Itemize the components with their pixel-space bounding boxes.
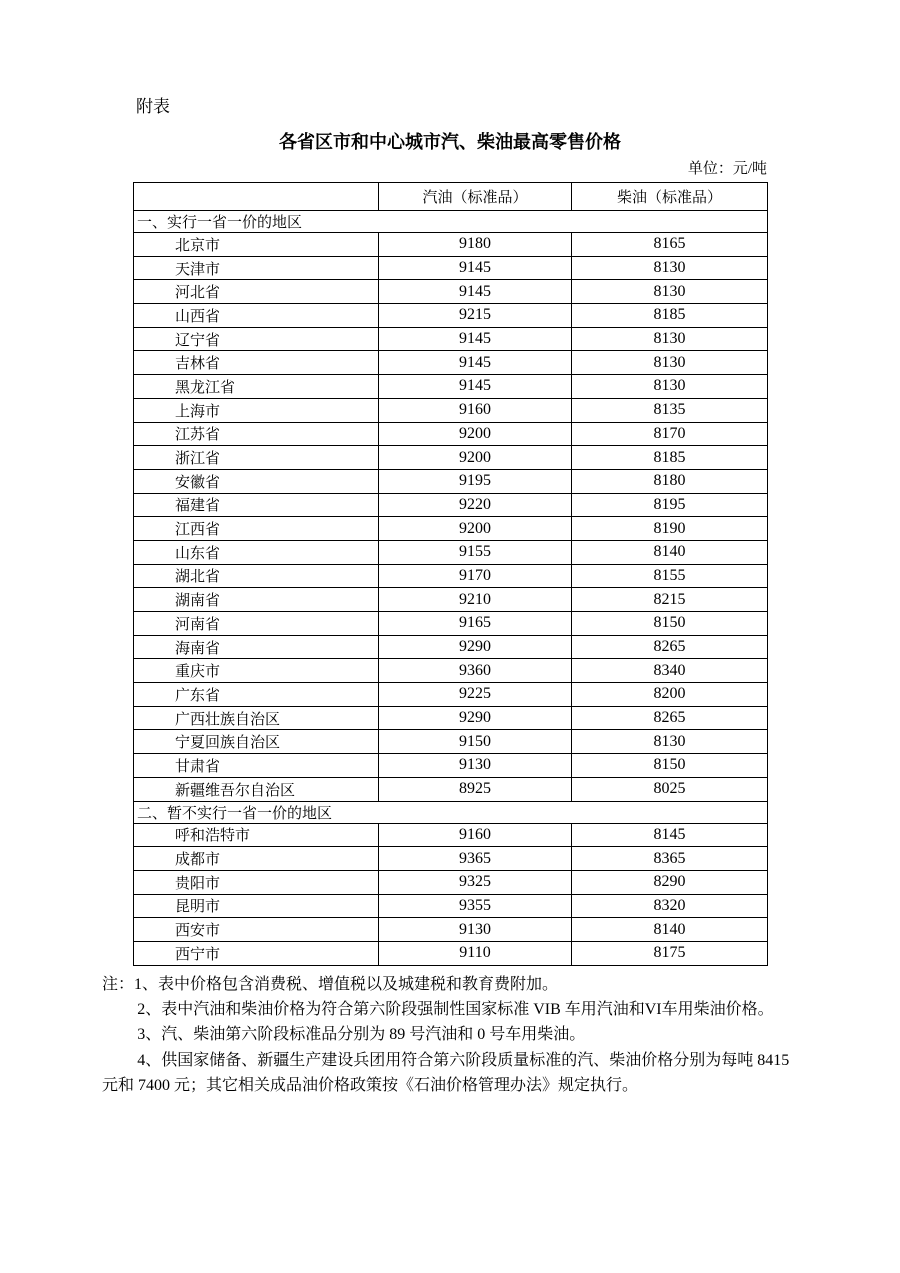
- diesel-price-cell: 8130: [572, 375, 768, 399]
- diesel-price-cell: 8130: [572, 730, 768, 754]
- diesel-price-cell: 8215: [572, 588, 768, 612]
- gasoline-price-cell: 9130: [379, 754, 572, 778]
- region-cell: 湖南省: [134, 588, 379, 612]
- gasoline-price-cell: 9365: [379, 847, 572, 871]
- diesel-price-cell: 8150: [572, 612, 768, 636]
- region-cell: 浙江省: [134, 446, 379, 470]
- price-table: [133, 182, 768, 966]
- table-row: [134, 659, 768, 683]
- gasoline-price-cell: 8925: [379, 777, 572, 801]
- table-row: [134, 304, 768, 328]
- gasoline-price-cell: 9220: [379, 493, 572, 517]
- diesel-price-cell: 8145: [572, 823, 768, 847]
- notes-block: [102, 972, 799, 1099]
- region-cell: 江苏省: [134, 422, 379, 446]
- table-row: [134, 233, 768, 257]
- header-diesel-cell: 柴油（标准品）: [572, 183, 768, 211]
- region-cell: 重庆市: [134, 659, 379, 683]
- table-row: [134, 612, 768, 636]
- table-row: [134, 493, 768, 517]
- region-cell: 河南省: [134, 612, 379, 636]
- section-header-row: [134, 211, 768, 233]
- table-row: [134, 941, 768, 965]
- gasoline-price-cell: 9290: [379, 635, 572, 659]
- diesel-price-cell: 8320: [572, 894, 768, 918]
- gasoline-price-cell: 9165: [379, 612, 572, 636]
- region-cell: 广东省: [134, 683, 379, 707]
- gasoline-price-cell: 9160: [379, 823, 572, 847]
- region-cell: 贵阳市: [134, 870, 379, 894]
- region-cell: 昆明市: [134, 894, 379, 918]
- table-row: [134, 446, 768, 470]
- diesel-price-cell: 8180: [572, 469, 768, 493]
- table-row: [134, 683, 768, 707]
- gasoline-price-cell: 9150: [379, 730, 572, 754]
- region-cell: 呼和浩特市: [134, 823, 379, 847]
- note-line: 4、供国家储备、新疆生产建设兵团用符合第六阶段质量标准的汽、柴油价格分别为每吨 8415 元和 7400 元；其它相关成品油价格政策按《石油价格管理办法》规定执行。: [102, 1051, 790, 1095]
- table-row: [134, 351, 768, 375]
- region-cell: 海南省: [134, 635, 379, 659]
- diesel-price-cell: 8185: [572, 304, 768, 328]
- region-cell: 西宁市: [134, 941, 379, 965]
- table-row: [134, 280, 768, 304]
- table-row: [134, 823, 768, 847]
- diesel-price-cell: 8135: [572, 398, 768, 422]
- gasoline-price-cell: 9360: [379, 659, 572, 683]
- section-header-cell: 二、暂不实行一省一价的地区: [134, 801, 768, 823]
- gasoline-price-cell: 9180: [379, 233, 572, 257]
- table-row: [134, 398, 768, 422]
- table-row: [134, 777, 768, 801]
- table-row: [134, 918, 768, 942]
- region-cell: 天津市: [134, 256, 379, 280]
- gasoline-price-cell: 9210: [379, 588, 572, 612]
- table-row: [134, 564, 768, 588]
- diesel-price-cell: 8290: [572, 870, 768, 894]
- table-header-row: [134, 183, 768, 211]
- table-row: [134, 327, 768, 351]
- gasoline-price-cell: 9160: [379, 398, 572, 422]
- gasoline-price-cell: 9145: [379, 375, 572, 399]
- gasoline-price-cell: 9145: [379, 351, 572, 375]
- note-line: 3、汽、柴油第六阶段标准品分别为 89 号汽油和 0 号车用柴油。: [137, 1026, 586, 1044]
- diesel-price-cell: 8025: [572, 777, 768, 801]
- note-line: 2、表中汽油和柴油价格为符合第六阶段强制性国家标准 VIB 车用汽油和VI车用柴油价格。: [137, 1001, 774, 1019]
- gasoline-price-cell: 9225: [379, 683, 572, 707]
- gasoline-price-cell: 9130: [379, 918, 572, 942]
- table-row: [134, 894, 768, 918]
- diesel-price-cell: 8185: [572, 446, 768, 470]
- region-cell: 福建省: [134, 493, 379, 517]
- gasoline-price-cell: 9155: [379, 540, 572, 564]
- note-line: 注：1、表中价格包含消费税、增值税以及城建税和教育费附加。: [102, 975, 559, 993]
- table-row: [134, 706, 768, 730]
- region-cell: 江西省: [134, 517, 379, 541]
- gasoline-price-cell: 9170: [379, 564, 572, 588]
- gasoline-price-cell: 9110: [379, 941, 572, 965]
- section-header-row: [134, 801, 768, 823]
- table-row: [134, 517, 768, 541]
- region-cell: 宁夏回族自治区: [134, 730, 379, 754]
- diesel-price-cell: 8340: [572, 659, 768, 683]
- table-row: [134, 870, 768, 894]
- region-cell: 山东省: [134, 540, 379, 564]
- diesel-price-cell: 8265: [572, 635, 768, 659]
- table-row: [134, 422, 768, 446]
- header-region-cell: [134, 183, 379, 211]
- gasoline-price-cell: 9145: [379, 256, 572, 280]
- diesel-price-cell: 8200: [572, 683, 768, 707]
- diesel-price-cell: 8150: [572, 754, 768, 778]
- gasoline-price-cell: 9290: [379, 706, 572, 730]
- gasoline-price-cell: 9200: [379, 446, 572, 470]
- diesel-price-cell: 8130: [572, 327, 768, 351]
- diesel-price-cell: 8365: [572, 847, 768, 871]
- appendix-label: 附表: [136, 97, 170, 116]
- table-row: [134, 256, 768, 280]
- region-cell: 河北省: [134, 280, 379, 304]
- diesel-price-cell: 8140: [572, 918, 768, 942]
- gasoline-price-cell: 9145: [379, 327, 572, 351]
- diesel-price-cell: 8140: [572, 540, 768, 564]
- gasoline-price-cell: 9195: [379, 469, 572, 493]
- diesel-price-cell: 8190: [572, 517, 768, 541]
- table-row: [134, 754, 768, 778]
- table-row: [134, 730, 768, 754]
- header-gasoline-cell: 汽油（标准品）: [379, 183, 572, 211]
- region-cell: 山西省: [134, 304, 379, 328]
- gasoline-price-cell: 9145: [379, 280, 572, 304]
- table-row: [134, 375, 768, 399]
- table-row: [134, 469, 768, 493]
- region-cell: 黑龙江省: [134, 375, 379, 399]
- diesel-price-cell: 8175: [572, 941, 768, 965]
- diesel-price-cell: 8130: [572, 256, 768, 280]
- region-cell: 西安市: [134, 918, 379, 942]
- gasoline-price-cell: 9200: [379, 422, 572, 446]
- gasoline-price-cell: 9215: [379, 304, 572, 328]
- table-row: [134, 635, 768, 659]
- gasoline-price-cell: 9355: [379, 894, 572, 918]
- diesel-price-cell: 8155: [572, 564, 768, 588]
- diesel-price-cell: 8170: [572, 422, 768, 446]
- region-cell: 新疆维吾尔自治区: [134, 777, 379, 801]
- region-cell: 甘肃省: [134, 754, 379, 778]
- region-cell: 成都市: [134, 847, 379, 871]
- section-header-cell: 一、实行一省一价的地区: [134, 211, 768, 233]
- diesel-price-cell: 8265: [572, 706, 768, 730]
- diesel-price-cell: 8195: [572, 493, 768, 517]
- diesel-price-cell: 8130: [572, 280, 768, 304]
- gasoline-price-cell: 9325: [379, 870, 572, 894]
- region-cell: 安徽省: [134, 469, 379, 493]
- unit-label: 单位：元/吨: [687, 161, 767, 177]
- diesel-price-cell: 8165: [572, 233, 768, 257]
- table-row: [134, 847, 768, 871]
- region-cell: 上海市: [134, 398, 379, 422]
- region-cell: 湖北省: [134, 564, 379, 588]
- table-row: [134, 540, 768, 564]
- region-cell: 吉林省: [134, 351, 379, 375]
- diesel-price-cell: 8130: [572, 351, 768, 375]
- page-title: 各省区市和中心城市汽、柴油最高零售价格: [279, 132, 621, 152]
- table-row: [134, 588, 768, 612]
- region-cell: 辽宁省: [134, 327, 379, 351]
- gasoline-price-cell: 9200: [379, 517, 572, 541]
- region-cell: 广西壮族自治区: [134, 706, 379, 730]
- region-cell: 北京市: [134, 233, 379, 257]
